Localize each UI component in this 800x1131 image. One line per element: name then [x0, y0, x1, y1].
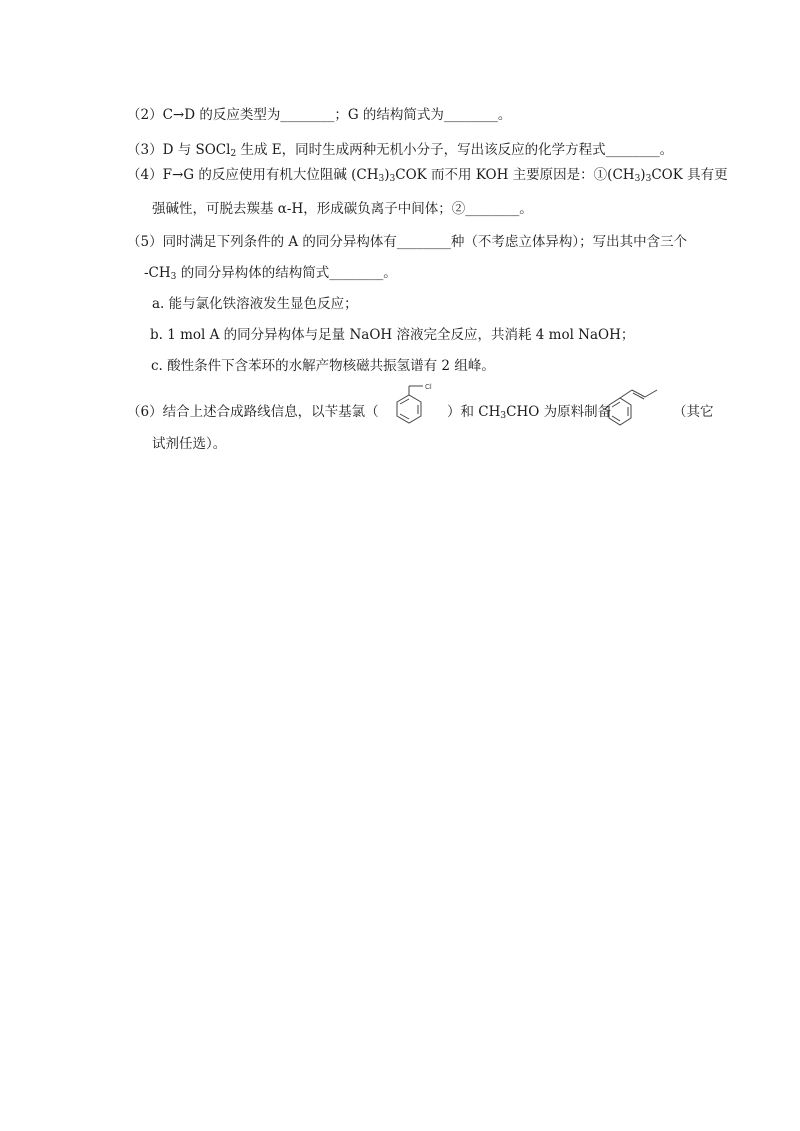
question-2-text: （2）C→D 的反应类型为________；G 的结构简式为________。 — [127, 107, 512, 123]
propenylbenzene-svg — [603, 385, 668, 435]
condition-b-text: b. 1 mol A 的同分异构体与足量 NaOH 溶液完全反应，共消耗 4 mol NaOH； — [150, 327, 635, 343]
subscript: 3 — [634, 174, 641, 184]
condition-a-text: a. 能与氯化铁溶液发生显色反应； — [152, 296, 358, 312]
subscript: 3 — [378, 174, 385, 184]
question-6-text-d: （其它 — [673, 404, 714, 420]
question-5-line-2-a: -CH — [144, 265, 171, 281]
condition-b — [150, 325, 634, 345]
benzyl-chloride-svg — [382, 383, 440, 437]
subscript: 3 — [170, 272, 177, 282]
question-4-text-d: ) — [640, 167, 646, 183]
condition-c — [151, 356, 495, 376]
condition-c-text: c. 酸性条件下含苯环的水解产物核磁共振氢谱有 2 组峰。 — [151, 358, 495, 374]
subscript: 3 — [389, 174, 396, 184]
question-6-text-b: ）和 CH — [447, 404, 501, 420]
question-4-line-1 — [127, 165, 728, 185]
propenylbenzene-structure — [603, 385, 668, 435]
question-3-prefix: （3）D 与 SOCl — [127, 142, 231, 158]
question-3-suffix: 生成 E，同时生成两种无机小分子，写出该反应的化学方程式________。 — [236, 142, 674, 158]
question-5-line-2 — [144, 263, 397, 283]
question-4-text-a: （4）F→G 的反应使用有机大位阻碱 (CH — [127, 167, 379, 183]
question-4-text-c: COK 而不用 KOH 主要原因是：①(CH — [395, 167, 635, 183]
question-4-text-e: COK 具有更 — [651, 167, 728, 183]
subscript: 3 — [645, 174, 652, 184]
chlorine-label: Cl — [425, 384, 432, 391]
condition-a — [152, 294, 358, 314]
question-6-line-1-end — [673, 402, 714, 422]
benzyl-chloride-structure — [382, 383, 440, 437]
question-4-line-2 — [152, 199, 533, 219]
question-3-sub: 2 — [230, 149, 237, 159]
question-6-line-1 — [127, 402, 379, 422]
question-3 — [127, 140, 673, 160]
question-6-line-2-text: 试剂任选）。 — [152, 436, 227, 452]
question-6-text-a: （6）结合上述合成路线信息，以苄基氯（ — [127, 404, 379, 420]
question-5-line-2-b: 的同分异构体的结构简式________。 — [176, 265, 397, 281]
question-6-text-c: CHO 为原料制备 — [506, 404, 612, 420]
question-2 — [127, 105, 511, 125]
question-5-line-1 — [127, 232, 687, 252]
question-6-line-1-mid — [447, 402, 611, 422]
subscript: 3 — [500, 411, 507, 421]
question-4-text-b: ) — [384, 167, 390, 183]
question-5-line-1-text: （5）同时满足下列条件的 A 的同分异构体有________种（不考虑立体异构）；写出其中含三个 — [127, 234, 688, 250]
question-6-line-2 — [152, 434, 226, 454]
question-4-line-2-text: 强碱性，可脱去羰基 α-H，形成碳负离子中间体；②________。 — [152, 201, 533, 217]
